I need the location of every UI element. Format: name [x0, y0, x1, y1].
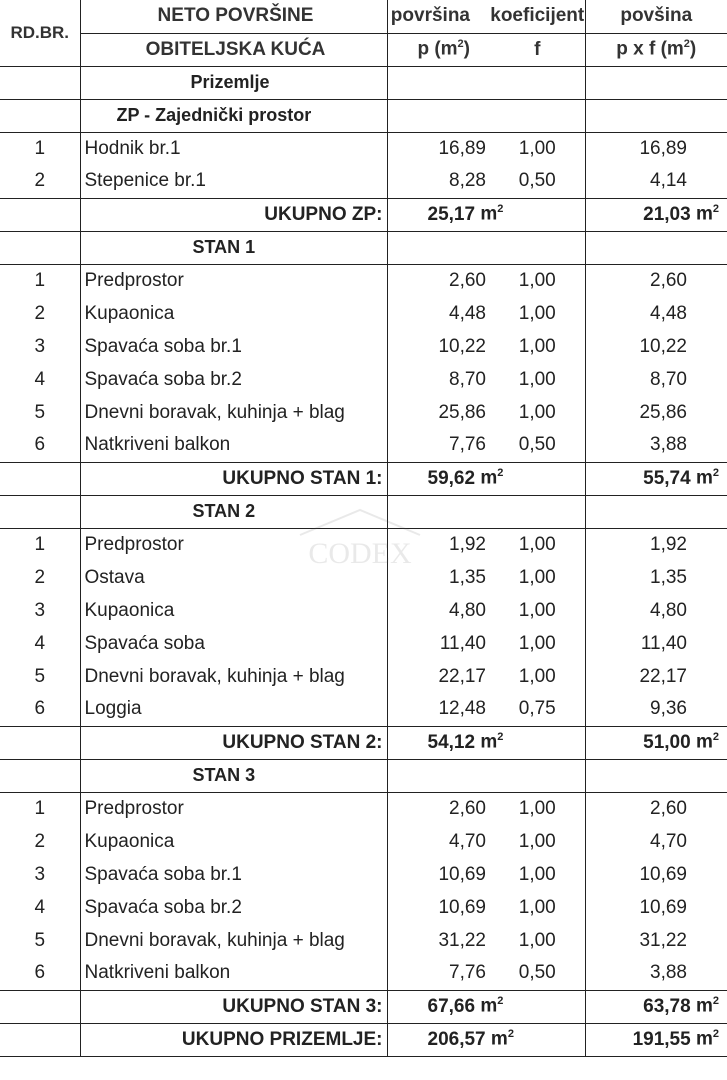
table-row [0, 957, 727, 990]
table-row [0, 264, 727, 297]
title-header: NETO POVRŠINE [80, 0, 387, 33]
floor-row-title: Prizemlje [80, 66, 387, 99]
row-number: 1 [0, 792, 80, 825]
area-value: 12,48 [438, 698, 486, 720]
grand-total-label: UKUPNO PRIZEMLJE: [80, 1023, 387, 1056]
area-value: 7,76 [449, 434, 486, 456]
col-f-header: f [490, 33, 585, 66]
table-row [0, 891, 727, 924]
area-value: 4,80 [449, 599, 486, 621]
stan3-section-title: STAN 3 [80, 759, 387, 792]
area-value: 10,69 [438, 896, 486, 918]
stan2-section [0, 495, 727, 528]
table-row [0, 858, 727, 891]
area-value: 16,89 [387, 132, 490, 165]
area-value: 1,35 [449, 566, 486, 588]
weighted-area-value: 4,70 [650, 830, 687, 852]
zp-total-area: 25,17 $m^2$ [387, 198, 585, 231]
area-value: 11,40 [439, 632, 486, 654]
col-p-header: p $(m^2)$ [387, 33, 490, 66]
coefficient-value: 1,00 [490, 792, 585, 825]
area-value: 8,70 [449, 368, 486, 390]
table-row [0, 627, 727, 660]
stan2-total-weighted: 51,00 $m^2$ [585, 726, 727, 759]
table-row [0, 330, 727, 363]
room-name: Ostava [80, 561, 387, 594]
room-name: Dnevni boravak, kuhinja + blag [80, 660, 387, 693]
zp-total [0, 198, 727, 231]
grand-total [0, 1023, 727, 1056]
table-row [0, 825, 727, 858]
room-name: Spavaća soba br.2 [80, 363, 387, 396]
table-row [0, 396, 727, 429]
coefficient-value: 0,75 [490, 693, 585, 726]
coefficient-value: 1,00 [490, 924, 585, 957]
stan2-total-label: UKUPNO STAN 2: [80, 726, 387, 759]
weighted-area-value: 10,69 [639, 896, 687, 918]
coefficient-value: 1,00 [490, 891, 585, 924]
room-name: Kupaonica [80, 825, 387, 858]
stan1-section [0, 231, 727, 264]
row-number: 4 [0, 891, 80, 924]
table-row [0, 693, 727, 726]
room-name: Spavaća soba br.2 [80, 891, 387, 924]
coefficient-value: 1,00 [490, 132, 585, 165]
weighted-area-value: 4,48 [650, 302, 687, 324]
zp-total-label: UKUPNO ZP: [80, 198, 387, 231]
rdbr-header: RD.BR. [0, 0, 80, 66]
weighted-area-value: 1,92 [585, 528, 727, 561]
col-pf-top: povšina [620, 5, 693, 27]
floor-row [0, 66, 727, 99]
weighted-area-value: 4,14 [650, 170, 687, 192]
row-number: 4 [0, 363, 80, 396]
area-value: 4,48 [449, 302, 486, 324]
coefficient-value: 0,50 [490, 165, 585, 198]
room-name: Hodnik br.1 [80, 132, 387, 165]
col-pf-header: p x f $(m^2)$ [585, 33, 727, 66]
table-row [0, 132, 727, 165]
stan1-total-label: UKUPNO STAN 1: [80, 462, 387, 495]
row-number: 6 [0, 957, 80, 990]
row-number: 6 [0, 693, 80, 726]
table-row [0, 429, 727, 462]
weighted-area-value: 22,17 [639, 665, 687, 687]
room-name: Natkriveni balkon [80, 429, 387, 462]
coefficient-value: 1,00 [490, 825, 585, 858]
weighted-area-value: 3,88 [650, 962, 687, 984]
room-name: Kupaonica [80, 594, 387, 627]
row-number: 2 [0, 165, 80, 198]
room-name: Stepenice br.1 [80, 165, 387, 198]
table-row [0, 792, 727, 825]
stan1-total [0, 462, 727, 495]
row-number: 5 [0, 660, 80, 693]
room-name: Predprostor [80, 792, 387, 825]
coefficient-value: 1,00 [490, 627, 585, 660]
zp-section [0, 99, 727, 132]
row-number: 3 [0, 330, 80, 363]
area-value: 25,86 [438, 401, 486, 423]
col-f-top: koeficijent [490, 0, 585, 33]
grand-total-area: 206,57 $m^2$ [387, 1023, 585, 1056]
table-row [0, 363, 727, 396]
weighted-area-value: 4,80 [650, 599, 687, 621]
header-row-1 [0, 0, 727, 33]
header-row-2 [0, 33, 727, 66]
coefficient-value: 1,00 [490, 363, 585, 396]
area-value: 31,22 [438, 929, 486, 951]
stan3-section [0, 759, 727, 792]
row-number: 1 [0, 264, 80, 297]
row-number: 2 [0, 297, 80, 330]
weighted-area-value: 1,35 [650, 566, 687, 588]
weighted-area-value: 10,22 [639, 335, 687, 357]
col-p-top: površina [390, 5, 470, 27]
room-name: Spavaća soba br.1 [80, 858, 387, 891]
coefficient-value: 1,00 [490, 330, 585, 363]
row-number: 2 [0, 825, 80, 858]
coefficient-value: 1,00 [490, 264, 585, 297]
area-value: 2,60 [387, 264, 490, 297]
coefficient-value: 0,50 [490, 429, 585, 462]
coefficient-value: 1,00 [490, 858, 585, 891]
area-value: 2,60 [387, 792, 490, 825]
weighted-area-value: 3,88 [650, 434, 687, 456]
table-row [0, 561, 727, 594]
table-row [0, 594, 727, 627]
coefficient-value: 1,00 [490, 660, 585, 693]
stan1-section-title: STAN 1 [80, 231, 387, 264]
area-value: 4,70 [449, 830, 486, 852]
room-name: Predprostor [80, 528, 387, 561]
weighted-area-value: 10,69 [639, 863, 687, 885]
stan2-section-title: STAN 2 [80, 495, 387, 528]
weighted-area-value: 2,60 [585, 792, 727, 825]
row-number: 1 [0, 528, 80, 561]
row-number: 1 [0, 132, 80, 165]
coefficient-value: 1,00 [490, 297, 585, 330]
table-row [0, 660, 727, 693]
stan3-total [0, 990, 727, 1023]
stan3-total-weighted: 63,78 $m^2$ [585, 990, 727, 1023]
row-number: 2 [0, 561, 80, 594]
stan2-total [0, 726, 727, 759]
row-number: 5 [0, 396, 80, 429]
coefficient-value: 0,50 [490, 957, 585, 990]
stan3-total-area: 67,66 $m^2$ [387, 990, 585, 1023]
table-row [0, 297, 727, 330]
stan2-total-area: 54,12 $m^2$ [387, 726, 585, 759]
weighted-area-value: 11,40 [640, 632, 687, 654]
area-value: 8,28 [449, 170, 486, 192]
coefficient-value: 1,00 [490, 561, 585, 594]
zp-total-weighted: 21,03 $m^2$ [585, 198, 727, 231]
table-row [0, 528, 727, 561]
room-name: Loggia [80, 693, 387, 726]
table-row [0, 924, 727, 957]
room-name: Kupaonica [80, 297, 387, 330]
room-name: Spavaća soba br.1 [80, 330, 387, 363]
room-name: Dnevni boravak, kuhinja + blag [80, 924, 387, 957]
room-name: Predprostor [80, 264, 387, 297]
room-name: Spavaća soba [80, 627, 387, 660]
row-number: 3 [0, 594, 80, 627]
zp-section-title: ZP - Zajednički prostor [80, 99, 387, 132]
weighted-area-value: 25,86 [639, 401, 687, 423]
room-name: Natkriveni balkon [80, 957, 387, 990]
area-value: 7,76 [449, 962, 486, 984]
subtitle-header: OBITELJSKA KUĆA [80, 33, 387, 66]
watermark-text: CODEX [308, 537, 412, 570]
weighted-area-value: 31,22 [639, 929, 687, 951]
area-value: 10,69 [438, 863, 486, 885]
weighted-area-value: 9,36 [650, 698, 687, 720]
stan1-total-weighted: 55,74 $m^2$ [585, 462, 727, 495]
coefficient-value: 1,00 [490, 594, 585, 627]
row-number: 5 [0, 924, 80, 957]
room-name: Dnevni boravak, kuhinja + blag [80, 396, 387, 429]
weighted-area-value: 16,89 [585, 132, 727, 165]
stan3-total-label: UKUPNO STAN 3: [80, 990, 387, 1023]
table-row [0, 165, 727, 198]
row-number: 4 [0, 627, 80, 660]
row-number: 3 [0, 858, 80, 891]
row-number: 6 [0, 429, 80, 462]
area-value: 10,22 [438, 335, 486, 357]
stan1-total-area: 59,62 $m^2$ [387, 462, 585, 495]
coefficient-value: 1,00 [490, 396, 585, 429]
weighted-area-value: 8,70 [650, 368, 687, 390]
coefficient-value: 1,00 [490, 528, 585, 561]
area-value: 22,17 [438, 665, 486, 687]
weighted-area-value: 2,60 [585, 264, 727, 297]
area-value: 1,92 [387, 528, 490, 561]
grand-total-weighted: 191,55 $m^2$ [585, 1023, 727, 1056]
